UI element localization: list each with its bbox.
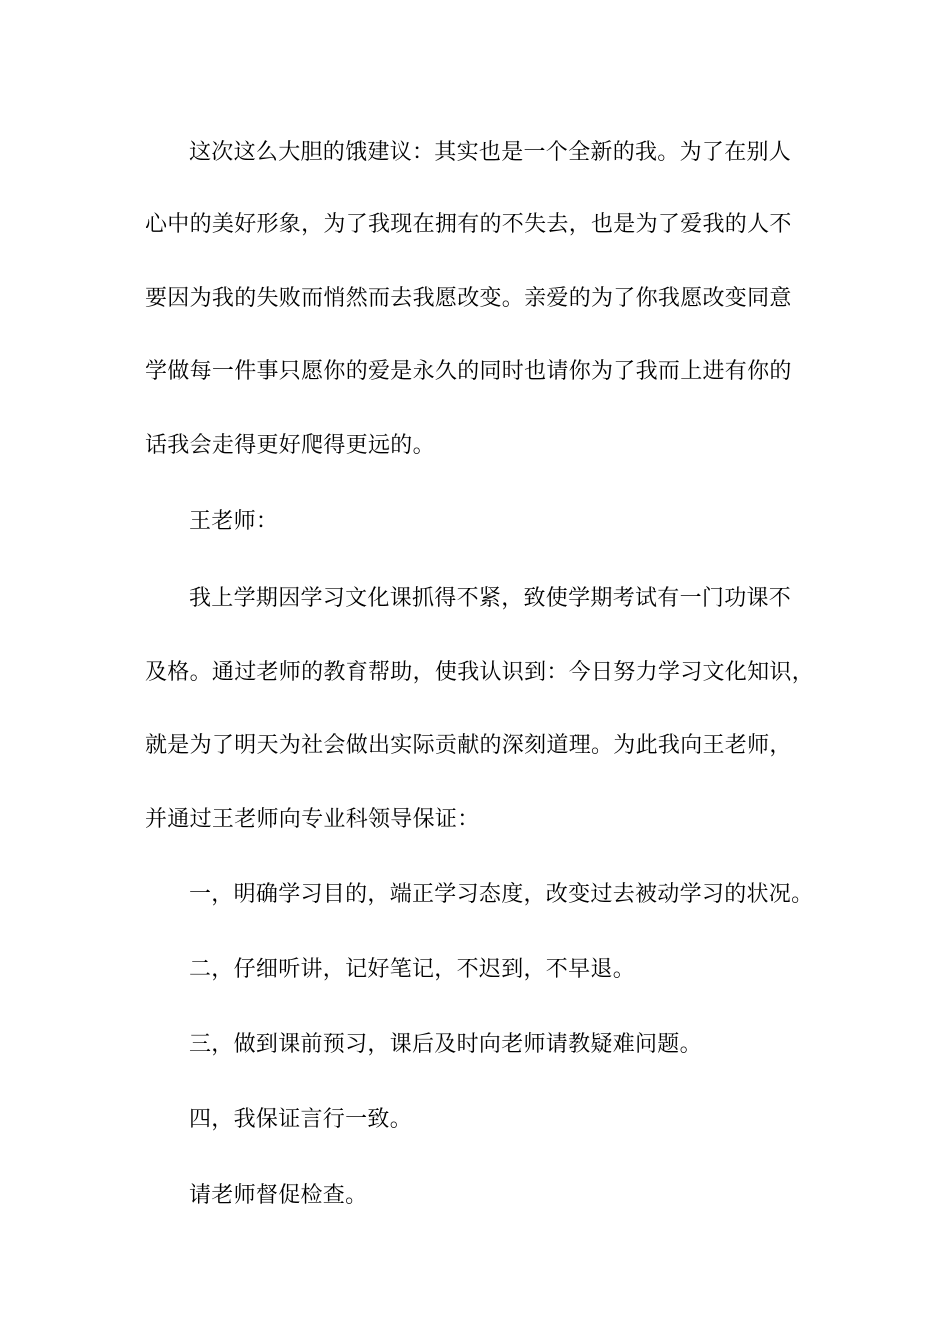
salutation: 王老师： (189, 509, 279, 534)
paragraph-line: 心中的美好形象，为了我现在拥有的不失去，也是为了爱我的人不 (145, 212, 792, 237)
pledge-item: 三，做到课前预习，课后及时向老师请教疑难问题。 (189, 1032, 702, 1057)
paragraph-line: 这次这么大胆的饿建议：其实也是一个全新的我。为了在别人 (189, 140, 792, 165)
pledge-item: 四，我保证言行一致。 (189, 1107, 413, 1132)
paragraph-line: 话我会走得更好爬得更远的。 (145, 433, 435, 458)
paragraph-line: 我上学期因学习文化课抓得不紧，致使学期考试有一门功课不 (189, 586, 792, 611)
paragraph-line: 及格。通过老师的教育帮助，使我认识到：今日努力学习文化知识， (145, 660, 815, 685)
pledge-item: 一，明确学习目的，端正学习态度，改变过去被动学习的状况。 (189, 882, 814, 907)
closing-line: 请老师督促检查。 (189, 1183, 368, 1208)
paragraph-line: 并通过王老师向专业科领导保证： (145, 807, 480, 832)
pledge-item: 二，仔细听讲，记好笔记，不迟到，不早退。 (189, 957, 636, 982)
paragraph-line: 要因为我的失败而悄然而去我愿改变。亲爱的为了你我愿改变同意 (145, 286, 792, 311)
paragraph-line: 学做每一件事只愿你的爱是永久的同时也请你为了我而上进有你的 (145, 359, 792, 384)
paragraph-line: 就是为了明天为社会做出实际贡献的深刻道理。为此我向王老师， (145, 733, 792, 758)
